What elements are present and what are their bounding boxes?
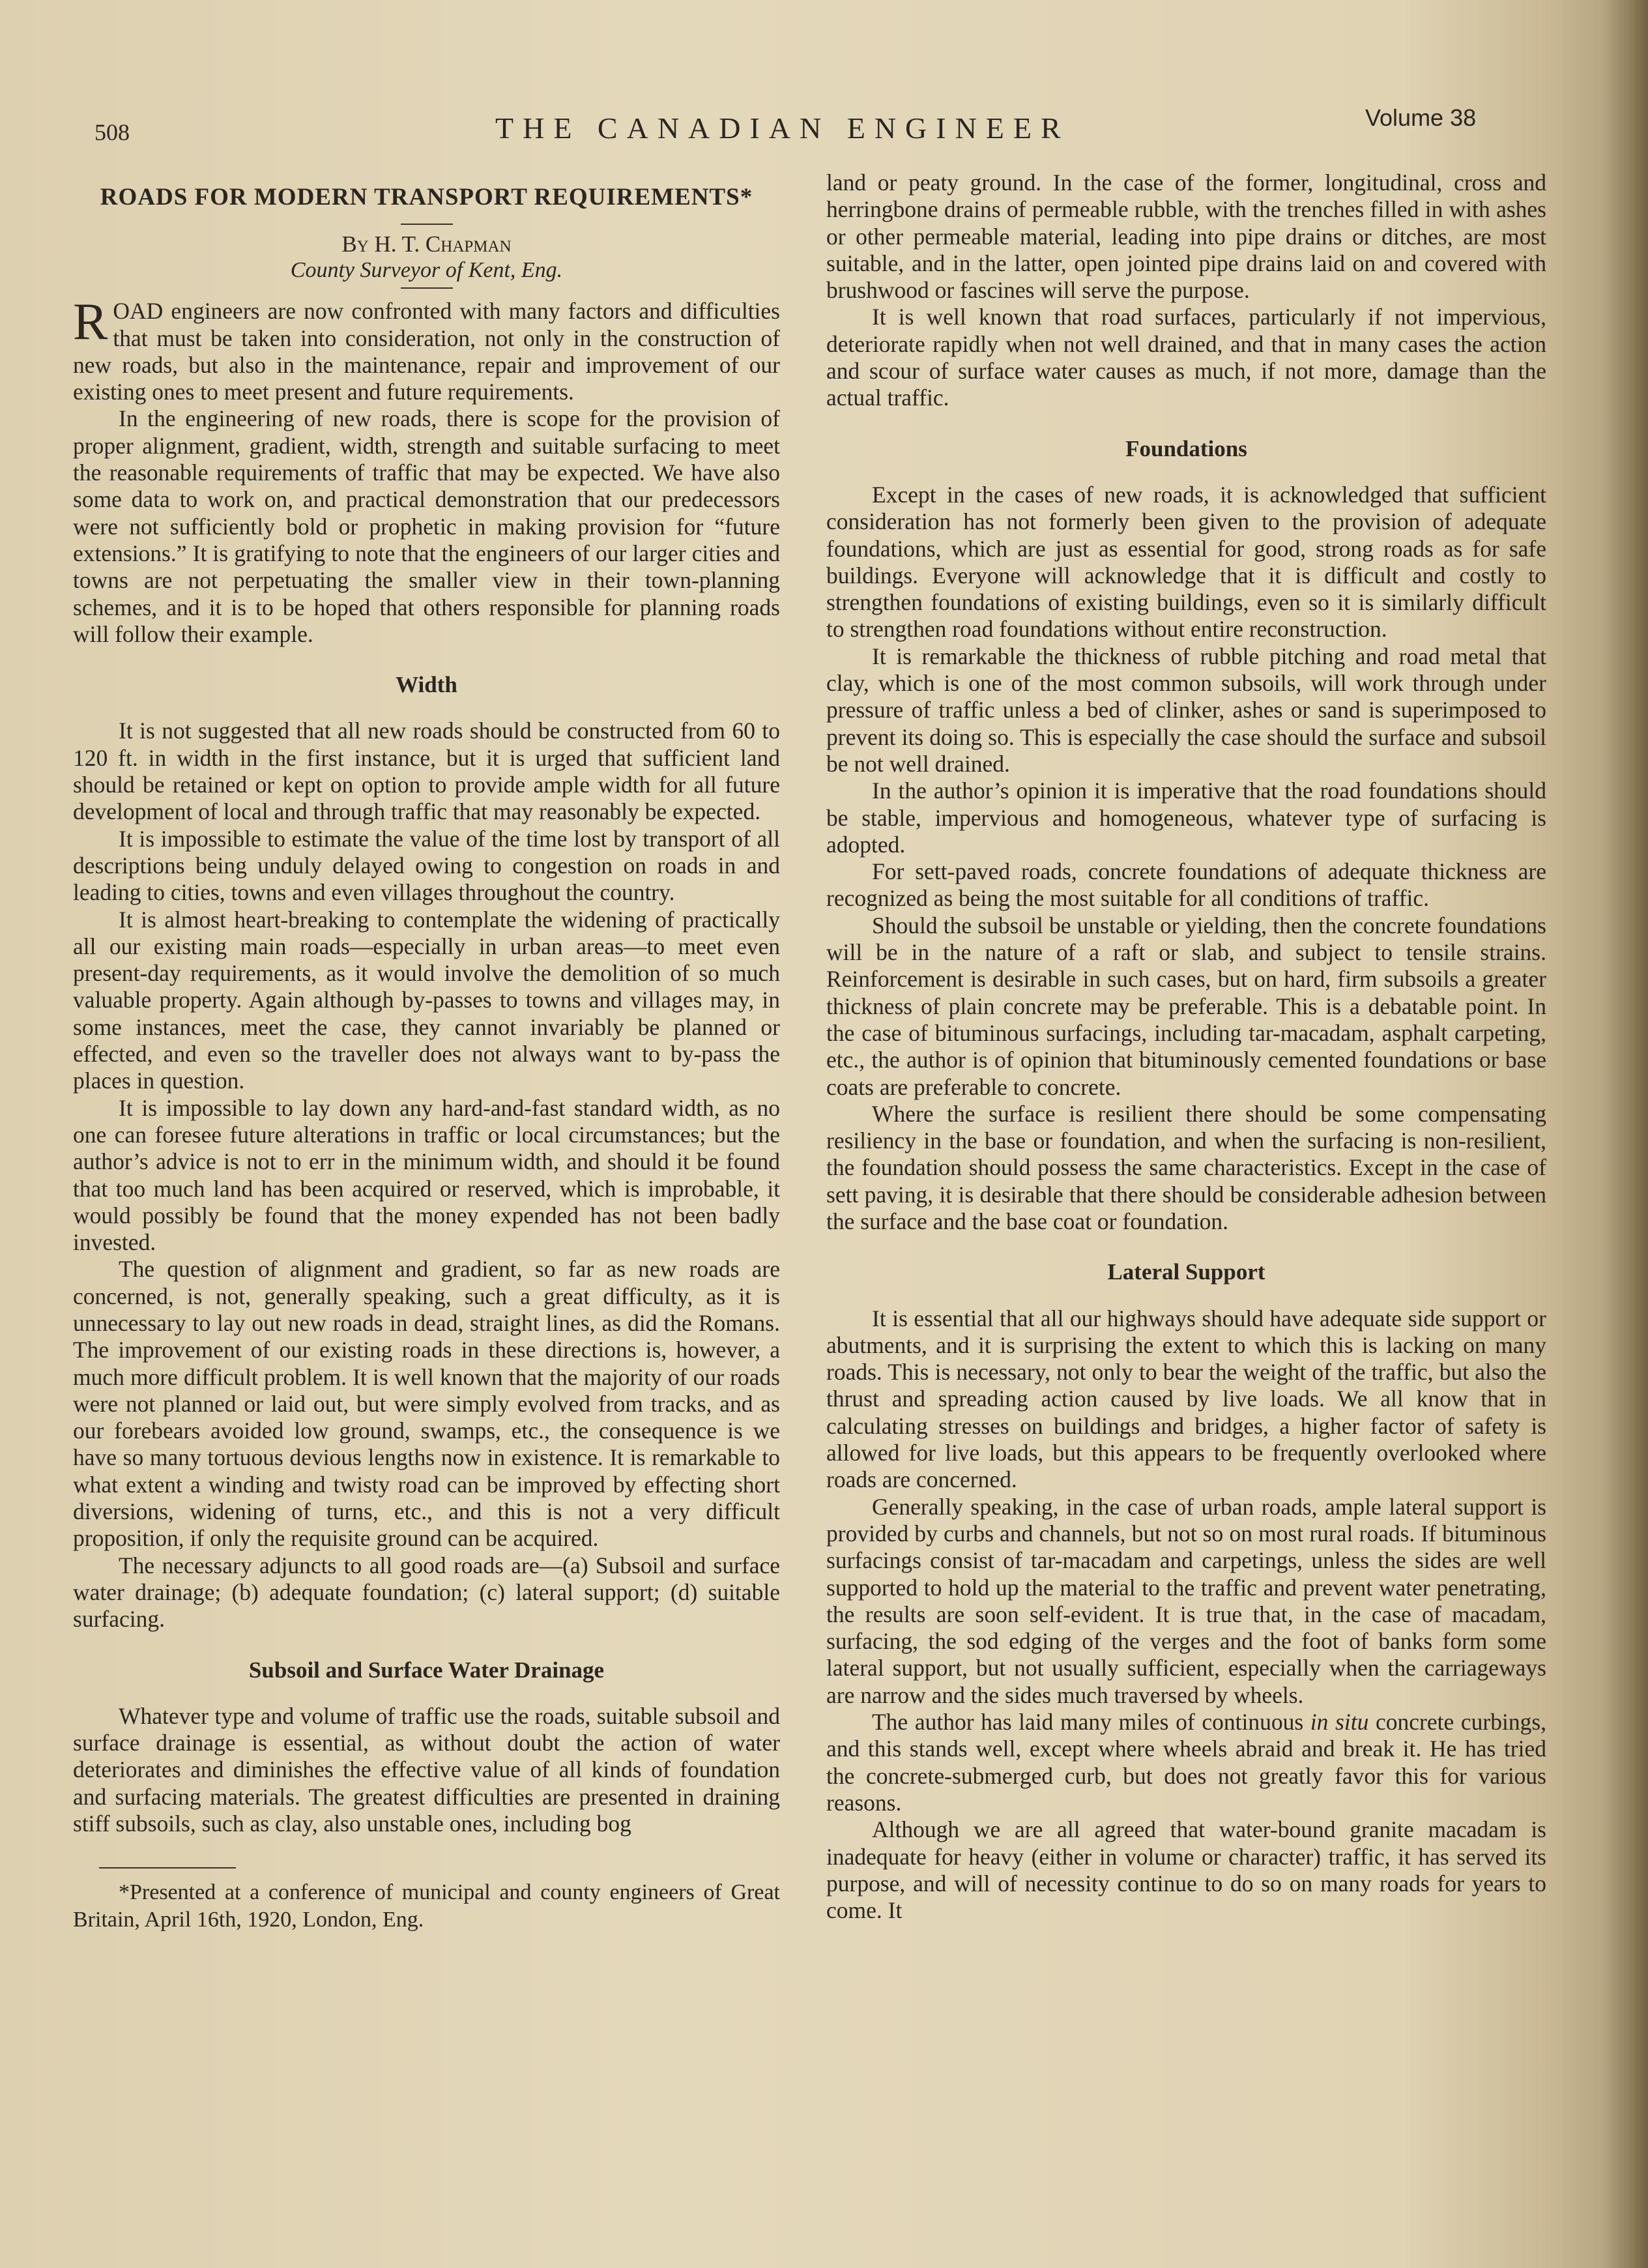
running-header (0, 104, 1648, 156)
byline-rule (401, 287, 453, 289)
drop-cap: R (73, 293, 108, 351)
paragraph: It is remarkable the thickness of rubble pitching and road metal that clay, which is one of the most common subsoils, will work through under pressure of traffic unless a bed of clinker, ashes or sand is superimposed to prevent its doing so. This is especially the case should the surface and subsoil be not well drained. (826, 643, 1546, 777)
italic-term: in situ (1310, 1709, 1369, 1736)
paragraph: Should the subsoil be unstable or yielding, then the concrete foundations will be in the nature of a raft or slab, and subject to tensile strains. Reinforcement is desirable in such cases, but on hard, firm subsoils a greater thickness of plain concrete may be preferable. This is a debatable point. In the case of bituminous surfacings, including tar-macadam, asphalt carpeting, etc., the author is of opinion that bituminously cemented foundations or base coats are preferable to concrete. (826, 912, 1546, 1100)
title-rule (401, 224, 453, 225)
paragraph: It is not suggested that all new roads should be constructed from 60 to 120 ft. in width in the first instance, but it is urged that sufficient land should be retained or kept on option to provide ample width for all future development of local and through traffic that may reasonably be expected. (73, 718, 780, 825)
volume-label: Volume 38 (1365, 104, 1477, 131)
section-heading-width: Width (396, 672, 457, 698)
paragraph: land or peaty ground. In the case of the former, longitudinal, cross and herringbone drains of permeable rubble, with the trenches filled in with ashes or other permeable material, leading into pipe drains or ditches, are most suitable, and in the latter, open jointed pipe drains laid on and covered with brushwood or fascines will serve the purpose. (826, 169, 1546, 304)
article-title: ROADS FOR MODERN TRANSPORT REQUIREMENTS* (100, 184, 753, 211)
paragraph: Generally speaking, in the case of urban roads, ample lateral support is provided by curbs and channels, but not so on most rural roads. If bituminous surfacings consist of tar-macadam and carpetings, unless the sides are well supported to hold up the material to the traffic and prevent water penetrating, the results are soon self-evident. It is true that, in the case of macadam, surfacing, the sod edging of the verges and the foot of banks form some lateral support, but not usually sufficient, especially when the carriageways are narrow and the sides much traversed by wheels. (826, 1493, 1546, 1708)
paragraph: It is impossible to lay down any hard-and-fast standard width, as no one can foresee future alterations in traffic or local circumstances; but the author’s advice is not to err in the minimum width, and should it be found that too much land has been acquired or reserved, which is improbable, it would possibly be found that the money expended has not been badly invested. (73, 1094, 780, 1256)
journal-title: THE CANADIAN ENGINEER (495, 111, 1070, 145)
paragraph: It is essential that all our highways should have adequate side support or abutments, and it is surprising the extent to which this is lacking on many roads. This is necessary, not only to bear the weight of the traffic, but also the thrust and spreading action caused by live loads. We all know that in calculating stresses on buildings and bridges, a higher factor of safety is allowed for live loads, but this appears to be frequently overlooked where roads are concerned. (826, 1305, 1546, 1493)
paragraph: Although we are all agreed that water-bound granite macadam is inadequate for heavy (either in volume or character) traffic, it has served its purpose, and will of necessity continue to do so on many roads for years to come. It (826, 1816, 1546, 1924)
page-edge-shadow (1602, 0, 1648, 2268)
paragraph: In the engineering of new roads, there is scope for the provision of proper alignment, gradient, width, strength and suitable surfacing to meet the reasonable requirements of traffic that may be expected. We have also some data to work on, and practical demonstration that our predecessors were not sufficiently bold or prophetic in making provision for “future extensions.” It is gratifying to note that the engineers of our larger cities and towns are not perpetuating the smaller view in their town-planning schemes, and it is to be hoped that others responsible for planning roads will follow their example. (73, 405, 780, 647)
footnote-rule (99, 1867, 236, 1868)
paragraph: It is impossible to estimate the value of the time lost by transport of all descriptions being unduly delayed owing to congestion on roads in and leading to cities, towns and even villages throughout the country. (73, 825, 780, 906)
paragraph: The author has laid many miles of continuous in situ concrete curbings, and this stands well, except where wheels abraid and break it. He has tried the concrete-submerged curb, but does not greatly favor this for various reasons. (826, 1709, 1547, 1816)
footnote: *Presented at a conference of municipal and county engineers of Great Britain, April 16th, 1920, London, Eng. (73, 1880, 780, 1932)
page-number: 508 (94, 119, 130, 145)
paragraph: Where the surface is resilient there should be some compensating resiliency in the base or foundation, and when the surfacing is non-resilient, the foundation should possess the same characteristics. Except in the case of sett paving, it is desirable that there should be considerable adhesion between the surface and the base coat or foundation. (826, 1100, 1546, 1234)
paragraph: For sett-paved roads, concrete foundations of adequate thickness are recognized as being the most suitable for all conditions of traffic. (826, 858, 1546, 912)
paragraph: The question of alignment and gradient, so far as new roads are concerned, is not, generally speaking, such a great difficulty, as it is unnecessary to lay out new roads in dead, straight lines, as did the Romans. The improvement of our existing roads in these directions is, however, a much more difficult problem. It is well known that the majority of our roads were not planned or laid out, but were simply evolved from tracks, and as our forebears avoided low ground, swamps, etc., the consequence is we have so many tortuous devious lengths now in existence. It is remarkable to what extent a winding and twisty road can be improved by effecting short diversions, widening of turns, etc., and this is not a very difficult proposition, if only the requisite ground can be acquired. (73, 1256, 780, 1552)
paragraph: Except in the cases of new roads, it is acknowledged that sufficient consideration has not formerly been given to the provision of adequate foundations, which are just as essential for good, strong roads as for safe buildings. Everyone will acknowledge that it is difficult and costly to strengthen foundations of existing buildings, even so it is similarly difficult to strengthen road foundations without entire reconstruction. (826, 481, 1546, 643)
left-column (73, 169, 780, 1934)
section-heading-foundations: Foundations (1125, 435, 1247, 461)
right-column (826, 169, 1546, 1924)
section-heading-drainage: Subsoil and Surface Water Drainage (248, 1657, 605, 1683)
paragraph: In the author’s opinion it is imperative that the road foundations should be stable, impervious and homogeneous, whatever type of surfacing is adopted. (826, 778, 1546, 858)
intro-paragraph: ROAD engineers are now confronted with many factors and difficulties that must be taken into consideration, not only in the construction of new roads, but also in the maintenance, repair and improvement of our existing ones to meet present and future requirements. (73, 293, 780, 405)
paragraph: The necessary adjuncts to all good roads are—(a) Subsoil and surface water drainage; (b) adequate foundation; (c) lateral support; (d) suitable surfacing. (73, 1552, 780, 1633)
byline: By H. T. Chapman (341, 231, 512, 257)
section-heading-lateral-support: Lateral Support (1107, 1259, 1265, 1285)
paragraph: It is almost heart-breaking to contemplate the widening of practically all our existing main roads—especially in urban areas—to meet even present-day requirements, as it would involve the demolition of so much valuable property. Again although by-passes to towns and villages may, in some instances, meet the case, they cannot invariably be planned or effected, and even so the traveller does not always want to by-pass the places in question. (73, 906, 780, 1094)
paragraph: Whatever type and volume of traffic use the roads, suitable subsoil and surface drainage is essential, as without doubt the action of water deteriorates and diminishes the effective value of all kinds of foundation and surfacing materials. The greatest difficulties are presented in draining stiff subsoils, such as clay, also unstable ones, including bog (73, 1702, 780, 1837)
paragraph: It is well known that road surfaces, particularly if not impervious, deteriorate rapidly when not well drained, and that in many cases the action and scour of surface water causes as much, if not more, damage than the actual traffic. (826, 304, 1546, 411)
affiliation: County Surveyor of Kent, Eng. (290, 258, 563, 283)
